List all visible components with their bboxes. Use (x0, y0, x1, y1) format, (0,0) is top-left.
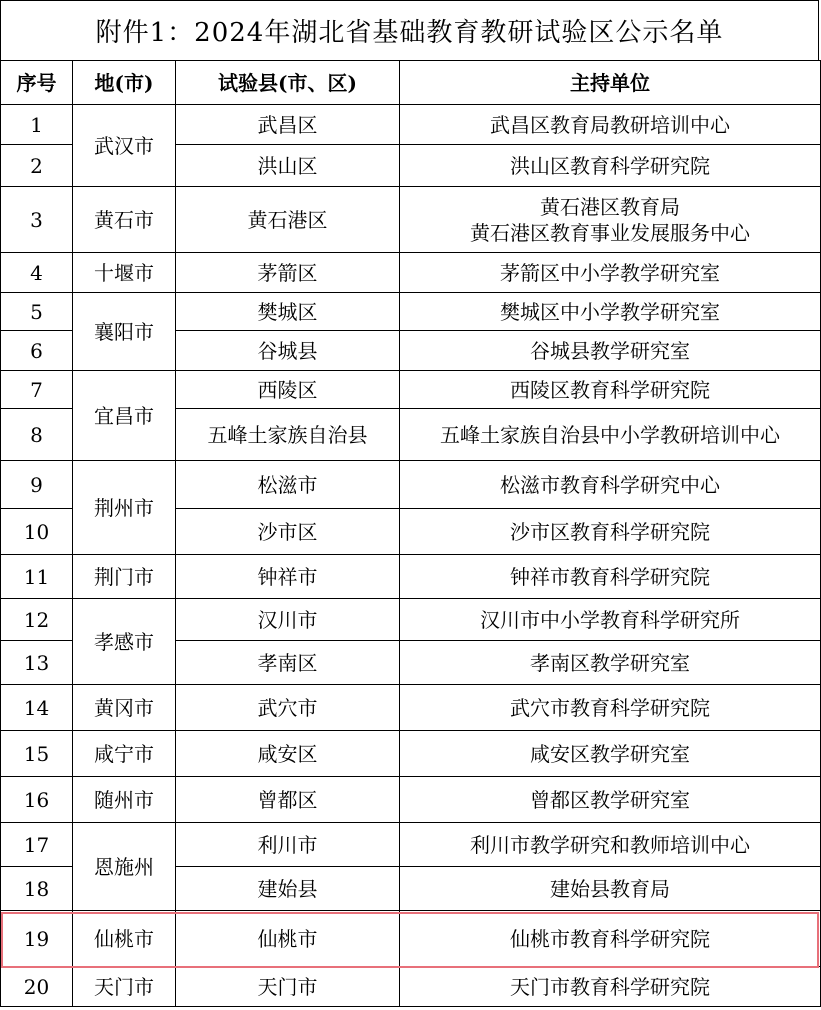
row-city: 宜昌市 (73, 371, 176, 461)
table-row (1, 253, 821, 293)
row-county: 沙市区 (176, 509, 400, 555)
row-no: 1 (1, 105, 73, 145)
row-county: 咸安区 (176, 731, 400, 777)
row-unit: 汉川市中小学教育科学研究所 (400, 599, 821, 641)
row-no: 18 (1, 867, 73, 911)
row-county: 钟祥市 (176, 555, 400, 599)
pilot-zone-table (0, 60, 821, 1007)
table-row-highlighted (1, 911, 821, 967)
row-city: 孝感市 (73, 599, 176, 685)
row-no: 3 (1, 187, 73, 253)
row-unit: 曾都区教学研究室 (400, 777, 821, 823)
row-no: 17 (1, 823, 73, 867)
row-unit: 茅箭区中小学教学研究室 (400, 253, 821, 293)
row-city: 武汉市 (73, 105, 176, 187)
row-no: 4 (1, 253, 73, 293)
table-row (1, 461, 821, 509)
row-no: 8 (1, 409, 73, 461)
row-no: 20 (1, 967, 73, 1007)
header-row (1, 61, 821, 105)
table-row (1, 293, 821, 331)
table-row (1, 599, 821, 641)
row-no: 9 (1, 461, 73, 509)
table-row (1, 967, 821, 1007)
table-row (1, 555, 821, 599)
row-unit: 建始县教育局 (400, 867, 821, 911)
row-no: 13 (1, 641, 73, 685)
row-county: 茅箭区 (176, 253, 400, 293)
row-unit: 孝南区教学研究室 (400, 641, 821, 685)
row-county: 曾都区 (176, 777, 400, 823)
row-no: 14 (1, 685, 73, 731)
row-unit: 钟祥市教育科学研究院 (400, 555, 821, 599)
row-unit: 松滋市教育科学研究中心 (400, 461, 821, 509)
row-county: 松滋市 (176, 461, 400, 509)
row-unit-line2: 黄石港区教育事业发展服务中心 (470, 220, 750, 245)
row-no: 5 (1, 293, 73, 331)
row-unit: 五峰土家族自治县中小学教研培训中心 (400, 409, 821, 461)
row-no: 16 (1, 777, 73, 823)
row-county: 谷城县 (176, 331, 400, 371)
row-county: 武穴市 (176, 685, 400, 731)
table-row (1, 187, 821, 253)
row-city: 荆门市 (73, 555, 176, 599)
row-unit: 谷城县教学研究室 (400, 331, 821, 371)
row-unit-line1: 黄石港区教育局 (540, 194, 680, 219)
row-county: 五峰土家族自治县 (176, 409, 400, 461)
row-city: 咸宁市 (73, 731, 176, 777)
header-unit: 主持单位 (400, 61, 821, 105)
row-no: 12 (1, 599, 73, 641)
table-row (1, 731, 821, 777)
row-unit: 天门市教育科学研究院 (400, 967, 821, 1007)
row-city: 天门市 (73, 967, 176, 1007)
row-no: 10 (1, 509, 73, 555)
row-no: 2 (1, 145, 73, 187)
row-county: 樊城区 (176, 293, 400, 331)
row-unit (400, 187, 821, 253)
row-county: 利川市 (176, 823, 400, 867)
row-no: 11 (1, 555, 73, 599)
table-row (1, 777, 821, 823)
row-county: 建始县 (176, 867, 400, 911)
header-no: 序号 (1, 61, 73, 105)
row-county: 黄石港区 (176, 187, 400, 253)
row-no: 7 (1, 371, 73, 409)
header-city: 地(市) (73, 61, 176, 105)
row-city: 荆州市 (73, 461, 176, 555)
row-no: 6 (1, 331, 73, 371)
table-row (1, 685, 821, 731)
row-county: 孝南区 (176, 641, 400, 685)
row-county: 天门市 (176, 967, 400, 1007)
row-unit: 洪山区教育科学研究院 (400, 145, 821, 187)
row-city: 恩施州 (73, 823, 176, 911)
row-city: 黄冈市 (73, 685, 176, 731)
row-unit: 咸安区教学研究室 (400, 731, 821, 777)
table-row (1, 105, 821, 145)
row-city: 黄石市 (73, 187, 176, 253)
row-unit: 樊城区中小学教学研究室 (400, 293, 821, 331)
row-city: 仙桃市 (73, 911, 176, 967)
row-no: 15 (1, 731, 73, 777)
table-row (1, 371, 821, 409)
document-title: 附件1：2024年湖北省基础教育教研试验区公示名单 (0, 0, 819, 60)
row-city: 襄阳市 (73, 293, 176, 371)
row-county: 汉川市 (176, 599, 400, 641)
row-unit: 武穴市教育科学研究院 (400, 685, 821, 731)
row-city: 随州市 (73, 777, 176, 823)
table-row (1, 823, 821, 867)
row-county: 仙桃市 (176, 911, 400, 967)
row-unit: 武昌区教育局教研培训中心 (400, 105, 821, 145)
row-unit: 仙桃市教育科学研究院 (400, 911, 821, 967)
row-unit: 西陵区教育科学研究院 (400, 371, 821, 409)
row-unit: 沙市区教育科学研究院 (400, 509, 821, 555)
row-unit: 利川市教学研究和教师培训中心 (400, 823, 821, 867)
row-city: 十堰市 (73, 253, 176, 293)
row-county: 武昌区 (176, 105, 400, 145)
row-county: 洪山区 (176, 145, 400, 187)
header-county: 试验县(市、区) (176, 61, 400, 105)
row-no: 19 (1, 911, 73, 967)
row-county: 西陵区 (176, 371, 400, 409)
